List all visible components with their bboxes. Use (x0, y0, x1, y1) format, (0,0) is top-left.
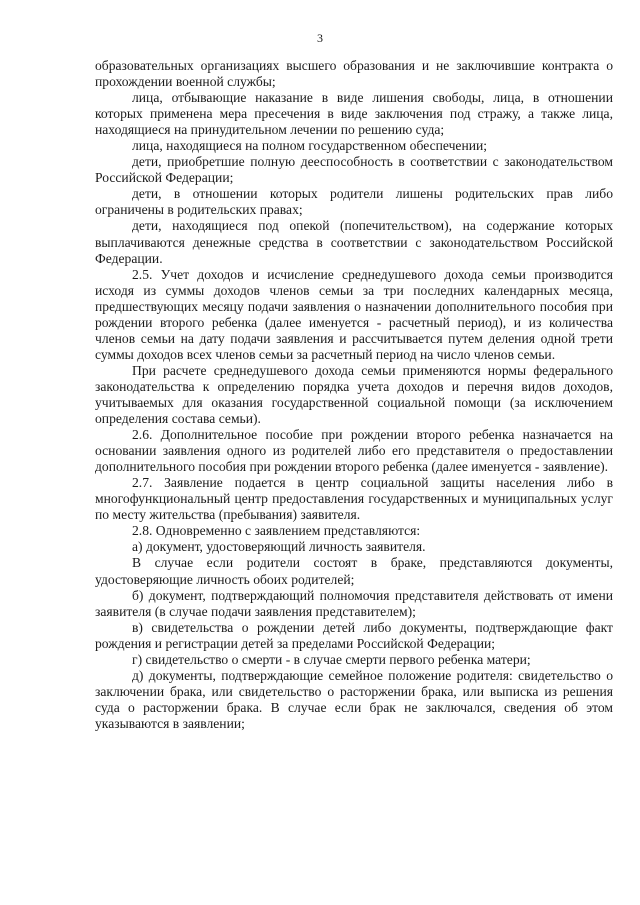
paragraph: 2.5. Учет доходов и исчисление среднедушевого дохода семьи производится исходя из суммы доходов членов семьи за три последних календарных месяца, предшествующих месяцу подачи заявления о назначении дополнительного пособия при рождении второго ребенка (далее именуется - расчетный период), и из количества членов семьи на дату подачи заявления и рассчитывается путем деления одной трети суммы доходов всех членов семьи за расчетный период на число членов семьи. (95, 266, 613, 362)
paragraph: б) документ, подтверждающий полномочия представителя действовать от имени заявителя (в случае подачи заявления представителем); (95, 587, 613, 619)
paragraph: дети, в отношении которых родители лишены родительских прав либо ограничены в родительских правах; (95, 186, 613, 218)
paragraph: а) документ, удостоверяющий личность заявителя. (132, 539, 426, 555)
paragraph: в) свидетельства о рождении детей либо документы, подтверждающие факт рождения и регистрации детей за пределами Российской Федерации; (95, 619, 613, 651)
paragraph: лица, отбывающие наказание в виде лишения свободы, лица, в отношении которых применена мера пресечения в виде заключения под стражу, а также лица, находящиеся на принудительном лечении по решению суда; (95, 90, 613, 138)
document-body (95, 58, 613, 732)
paragraph: 2.6. Дополнительное пособие при рождении второго ребенка назначается на основании заявления одного из родителей либо его представителя о предоставлении дополнительного пособия при рождении второго ребенка (далее именуется - заявление). (95, 427, 613, 475)
paragraph: д) документы, подтверждающие семейное положение родителя: свидетельство о заключении брака, или свидетельство о расторжении брака, или выписка из решения суда о расторжении брака. В случае если брак не заключался, сведения об этом указываются в заявлении; (95, 667, 613, 731)
paragraph: дети, приобретшие полную дееспособность в соответствии с законодательством Российской Федерации; (95, 154, 613, 186)
paragraph: дети, находящиеся под опекой (попечительством), на содержание которых выплачиваются денежные средства в соответствии с законодательством Российской Федерации. (95, 218, 613, 266)
paragraph: лица, находящиеся на полном государственном обеспечении; (132, 138, 488, 154)
paragraph: В случае если родители состоят в браке, представляются документы, удостоверяющие личность обоих родителей; (95, 555, 613, 587)
paragraph: образовательных организациях высшего образования и не заключившие контракта о прохождении военной службы; (95, 58, 613, 90)
paragraph: 2.7. Заявление подается в центр социальной защиты населения либо в многофункциональный центр предоставления государственных и муниципальных услуг по месту жительства (пребывания) заявителя. (95, 475, 613, 523)
paragraph: 2.8. Одновременно с заявлением представляются: (132, 523, 421, 539)
paragraph: При расчете среднедушевого дохода семьи применяются нормы федерального законодательства к определению порядка учета доходов и перечня видов доходов, учитываемых для оказания государственной социальной помощи (за исключением определения состава семьи). (95, 362, 613, 427)
page-number: 3 (317, 31, 323, 45)
paragraph: г) свидетельство о смерти - в случае смерти первого ребенка матери; (132, 651, 531, 667)
